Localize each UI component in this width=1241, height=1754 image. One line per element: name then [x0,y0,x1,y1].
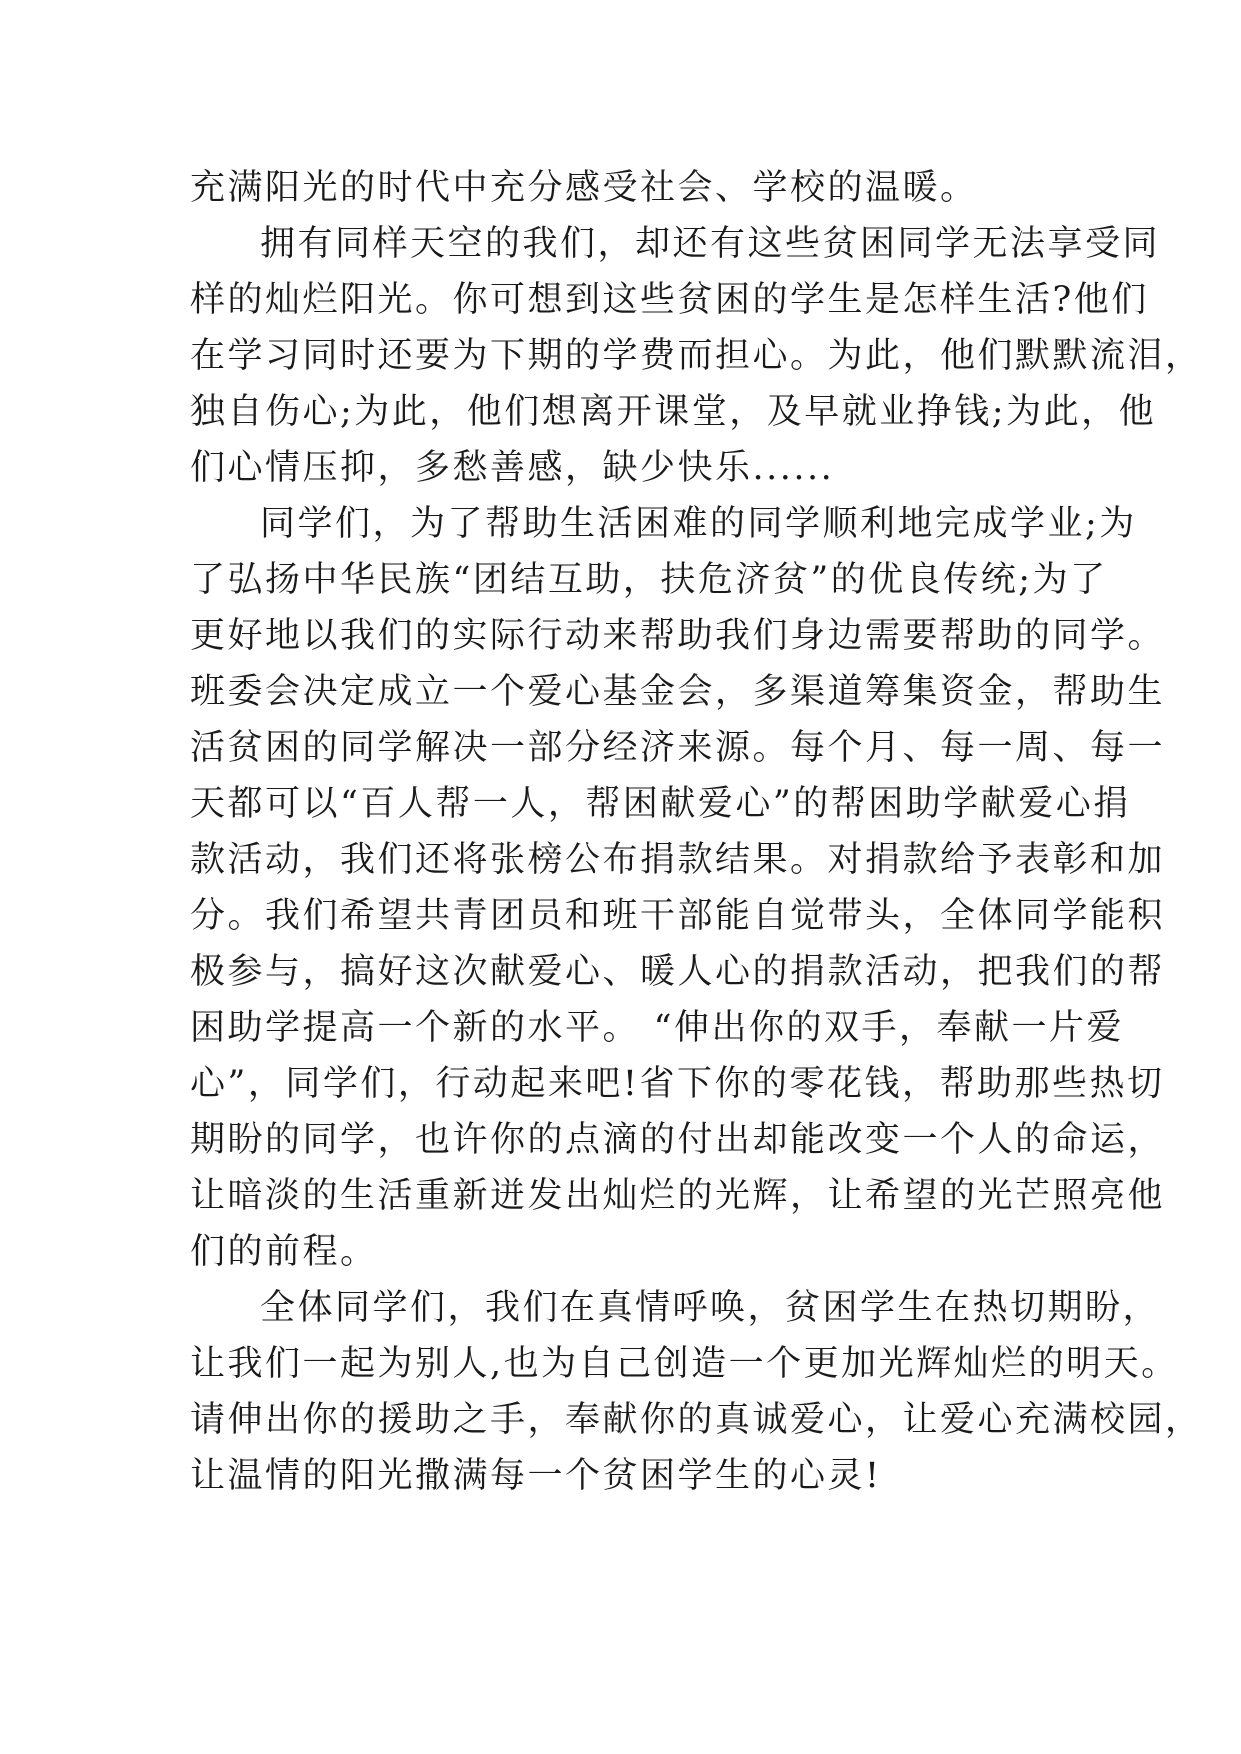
document-body [190,160,1203,1504]
paragraph-start-line: 同学们，为了帮助生活困难的同学顺利地完成学业;为 [260,504,1137,544]
text-line: 们心情压抑，多愁善感，缺少快乐...... [190,448,835,488]
text-line: 样的灿烂阳光。你可想到这些贫困的学生是怎样生活?他们 [190,280,1149,320]
paragraph-start-line: 拥有同样天空的我们，却还有这些贫困同学无法享受同 [260,224,1161,264]
text-line: 请伸出你的援助之手，奉献你的真诚爱心，让爱心充满校园， [190,1400,1203,1440]
text-line: 极参与，搞好这次献爱心、暖人心的捐款活动，把我们的帮 [190,952,1166,992]
text-line: 更好地以我们的实际行动来帮助我们身边需要帮助的同学。 [190,616,1166,656]
text-line: 们的前程。 [190,1232,378,1272]
text-line: 期盼的同学，也许你的点滴的付出却能改变一个人的命运， [190,1120,1166,1160]
text-line: 心”，同学们，行动起来吧!省下你的零花钱，帮助那些热切 [190,1064,1165,1104]
text-line: 活贫困的同学解决一部分经济来源。每个月、每一周、每一 [190,728,1166,768]
paragraph-start-line: 全体同学们，我们在真情呼唤，贫困学生在热切期盼， [260,1288,1161,1328]
text-line: 独自伤心;为此，他们想离开课堂，及早就业挣钱;为此，他 [190,392,1157,432]
text-line: 让暗淡的生活重新迸发出灿烂的光辉，让希望的光芒照亮他 [190,1176,1166,1216]
text-line: 困助学提高一个新的水平。 “伸出你的双手，奉献一片爱 [190,1008,1125,1048]
text-line: 了弘扬中华民族“团结互助，扶危济贫”的优良传统;为了 [190,560,1108,600]
text-line: 充满阳光的时代中充分感受社会、学校的温暖。 [190,168,978,208]
text-line: 让温情的阳光撒满每一个贫困学生的心灵! [190,1456,882,1496]
text-line: 让我们一起为别人,也为自己创造一个更加光辉灿烂的明天。 [190,1344,1179,1384]
text-line: 分。我们希望共青团员和班干部能自觉带头，全体同学能积 [190,896,1166,936]
text-line: 班委会决定成立一个爱心基金会，多渠道筹集资金，帮助生 [190,672,1166,712]
text-line: 款活动，我们还将张榜公布捐款结果。对捐款给予表彰和加 [190,840,1166,880]
text-line: 天都可以“百人帮一人，帮困献爱心”的帮困助学献爱心捐 [190,784,1131,824]
text-line: 在学习同时还要为下期的学费而担心。为此，他们默默流泪， [190,336,1203,376]
